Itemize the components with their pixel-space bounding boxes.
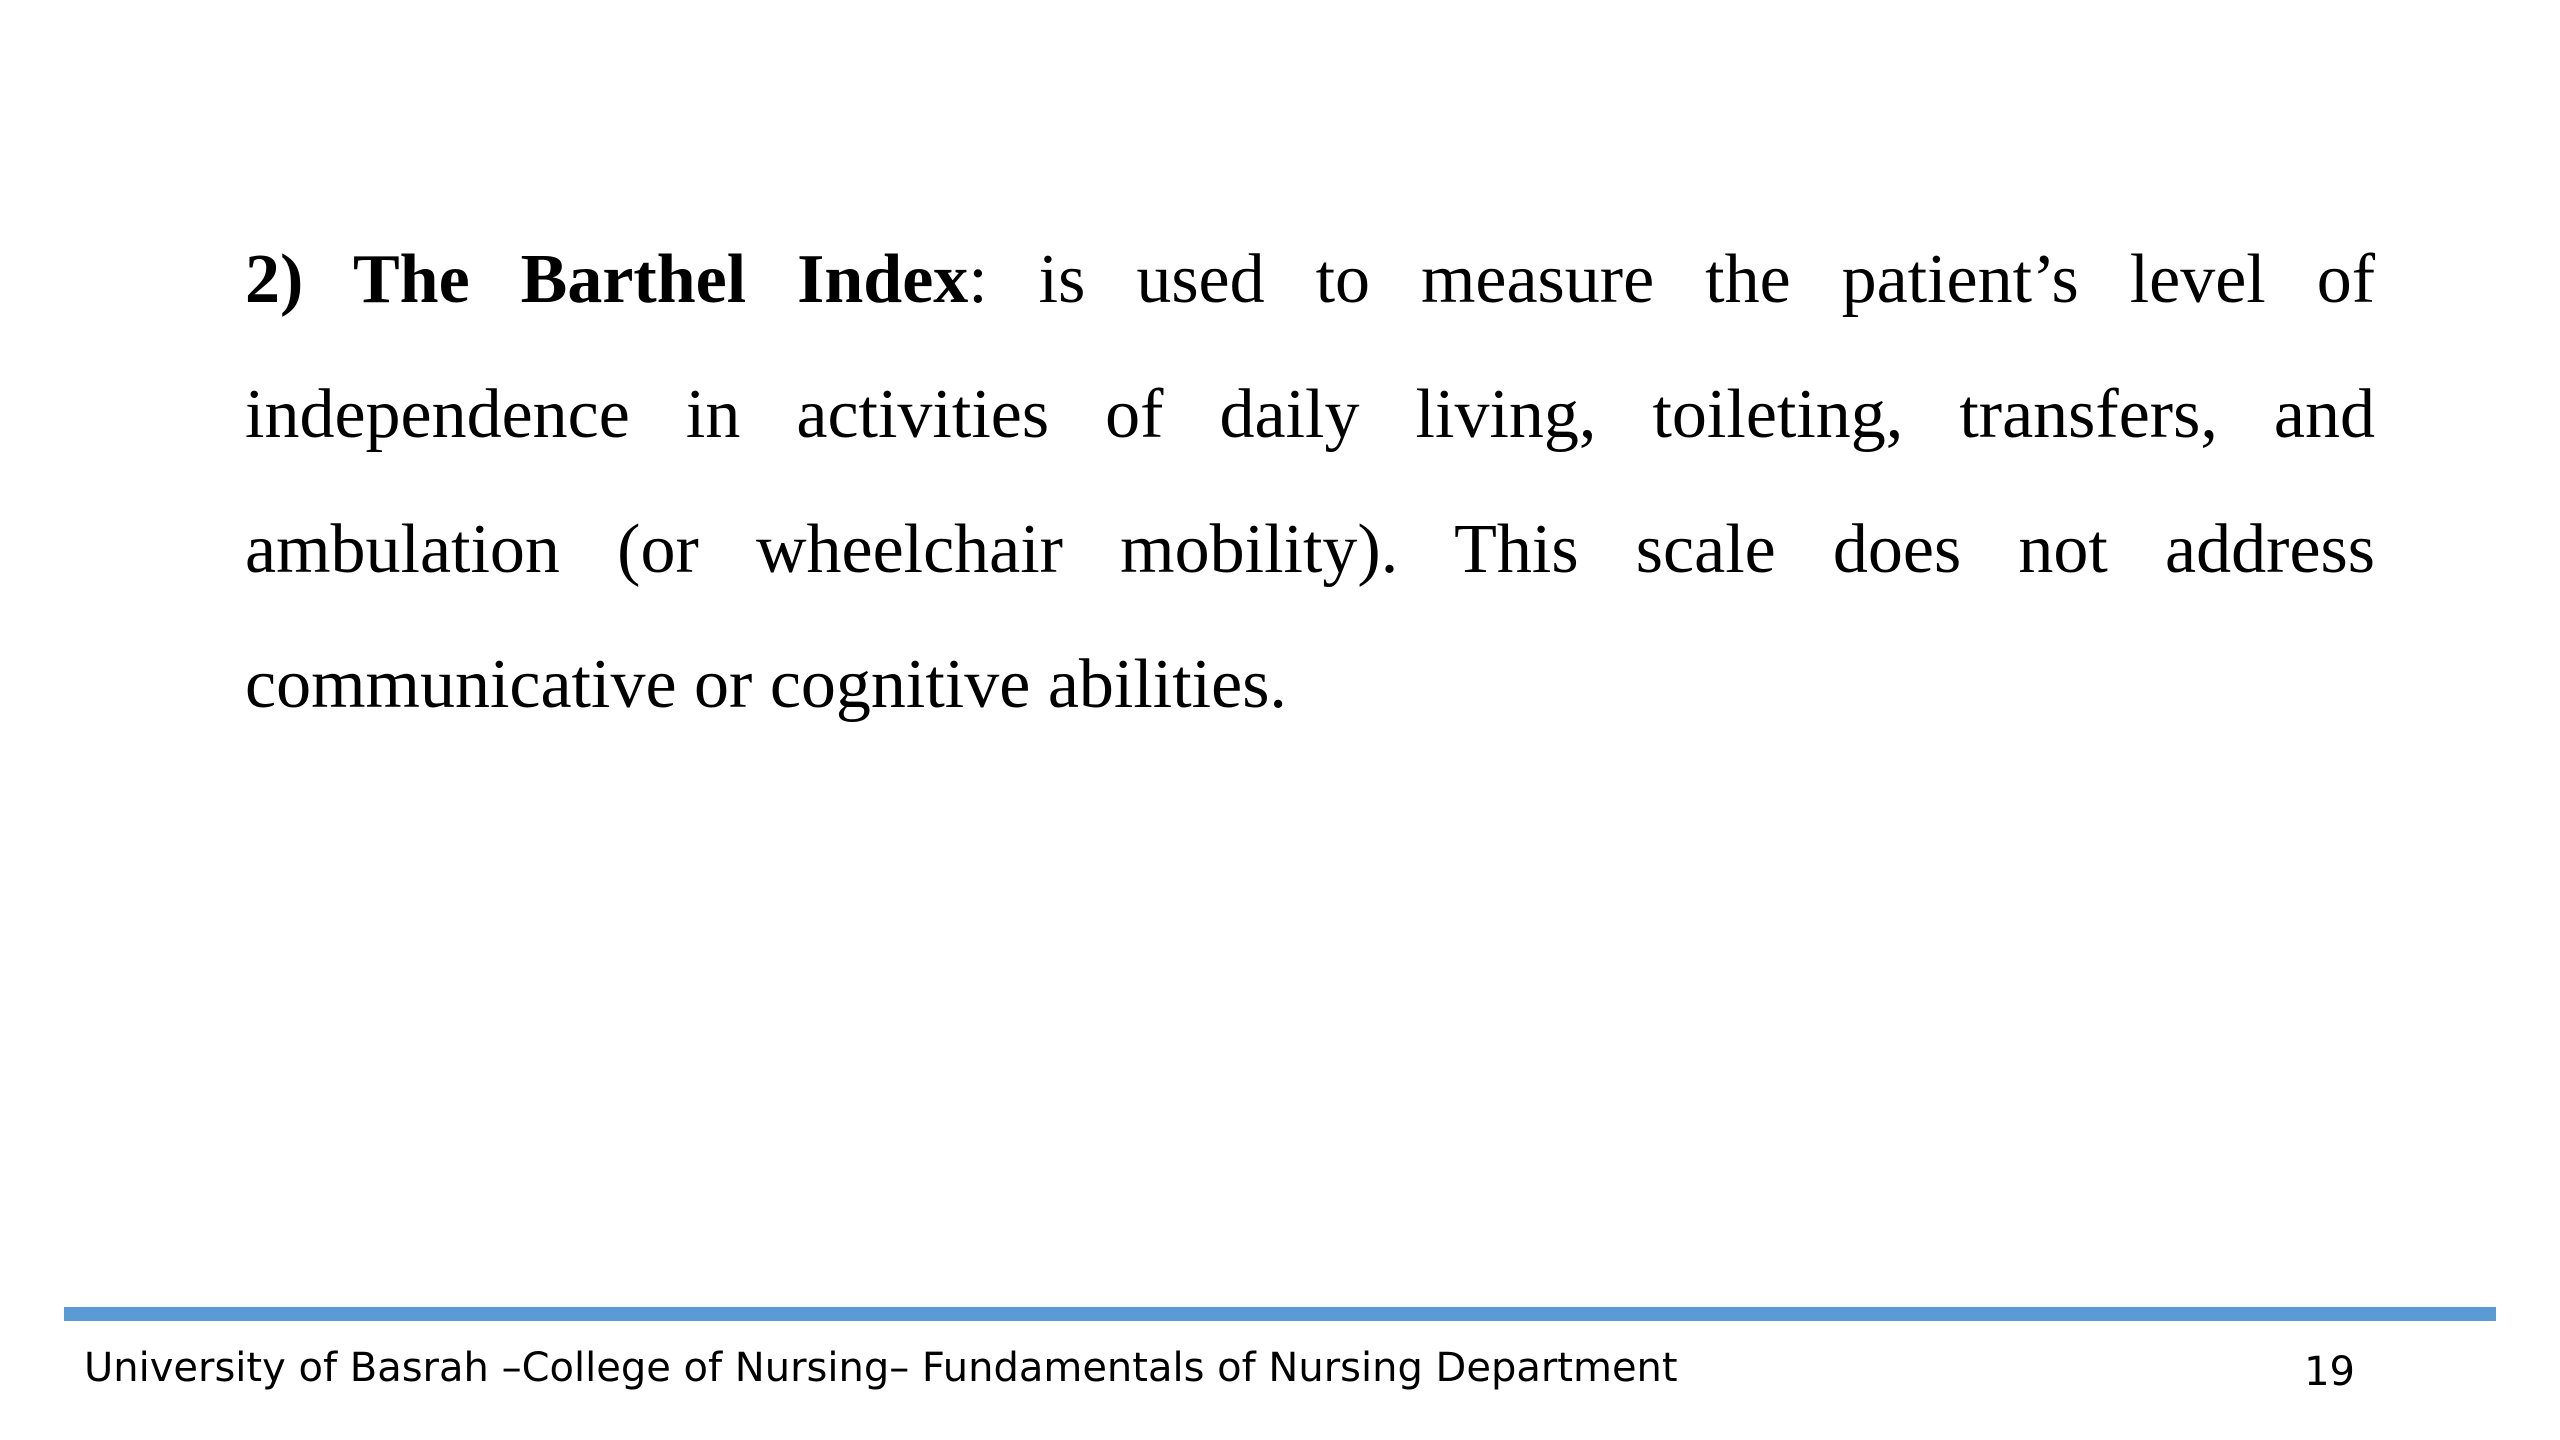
barthel-index-term: 2) The Barthel Index xyxy=(245,241,969,318)
page-number: 19 xyxy=(2304,1349,2355,1395)
body-paragraph xyxy=(245,212,2375,752)
footer-institution: University of Basrah –College of Nursing– Fundamentals of Nursing Department xyxy=(84,1345,1678,1391)
footer-divider xyxy=(64,1307,2496,1321)
barthel-index-definition: : is used to measure the patient’s level of independence in activities of daily living, toileting, transfers, and ambulation (or wheelchair mobility). This scale does not address communicative or cognitive abilities. xyxy=(245,241,2376,723)
